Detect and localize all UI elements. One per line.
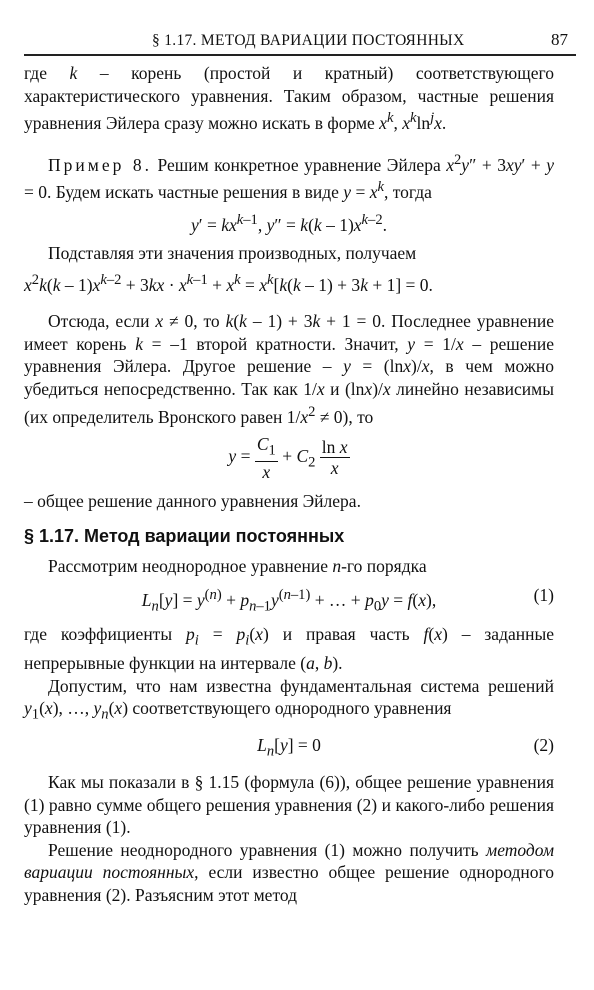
paragraph-substitute: Подставляя эти значения производных, получаем — [48, 243, 417, 264]
paragraph-suppose: Допустим, что нам известна фундаментальная система решений $y_1(x)$, …, $y_n(x)$ соответствующего однородного уравнения — [24, 675, 554, 723]
equation-derivatives: $y' = kx^{k-1}$, $y'' = k(k - 1)x^{k-2}$. — [191, 212, 387, 236]
paragraph-solution: Решение неоднородного уравнения (1) можно получить методом вариации постоянных, если известно общее решение однородного уравнения (2). Разъясним этот метод — [24, 839, 554, 905]
page-number: 87 — [551, 30, 568, 49]
paragraph-coefficients: где коэффициенты $p_i = p_i(x)$ и правая часть f(x) – заданные непрерывные функции на интервале (a, b). — [24, 624, 554, 674]
running-header-title: § 1.17. МЕТОД ВАРИАЦИИ ПОСТОЯННЫХ — [152, 32, 465, 49]
equation-2-number: (2) — [533, 735, 554, 756]
equation-general-solution: y = $\frac{C_1}{x}$ + $C_2$ $\frac{\text{ln x}}{x}$ — [228, 434, 348, 482]
paragraph-consider: Рассмотрим неоднородное уравнение n-го порядка — [48, 556, 427, 577]
example-label: Пример 8. — [48, 154, 152, 175]
paragraph-general: – общее решение данного уравнения Эйлера. — [24, 490, 361, 511]
equation-1-number: (1) — [533, 584, 554, 605]
equation-1: $L_n[y] = y^{(n)} + p_{n-1}y^{(n-1)}$ + … + $p_0y = f(x)$, (1) — [141, 584, 554, 615]
equation-substituted: $x^2k(k - 1)x^{k-2} + 3kx \cdot x^{k-1} + x^k = x^k[k(k - 1) + 3k + 1] = 0$. — [24, 271, 433, 295]
paragraph-hence: Отсюда, если x ≠ 0, то k(k – 1) + 3k + 1 = 0. Последнее уравнение имеет корень k = –1 второй кратности. Значит, y = 1/x – решение уравнения Эйлера. Другое решение – y = (lnx)/x, в чем можно убедиться непосредственно. Так как 1/x и (lnx)/x линейно независимы (их определитель Вронского равен $1/x^2 \ne 0$), то — [24, 311, 554, 427]
example-paragraph: Пример 8. Решим конкретное уравнение Эйлера $x^2y'' + 3xy' + y = 0$. Будем искать частные решения в виде $y = x^k$, тогда — [24, 151, 554, 202]
paragraph-shown: Как мы показали в § 1.15 (формула (6)), общее решение уравнения (1) равно сумме общего решения уравнения (2) и какого-либо решения уравнения (1). — [24, 771, 554, 838]
section-heading: § 1.17. Метод вариации постоянных — [24, 526, 345, 547]
paragraph-roots: где k – корень (простой и кратный) соответствующего характеристического уравнения. Таким образом, частные решения уравнения Эйлера сразу можно искать в форме $x^k$, $x^k\ln^jx$. — [24, 63, 554, 134]
running-header — [24, 26, 576, 56]
equation-2: $L_n[y] = 0$ (2) — [257, 735, 554, 760]
page-body — [24, 62, 554, 907]
